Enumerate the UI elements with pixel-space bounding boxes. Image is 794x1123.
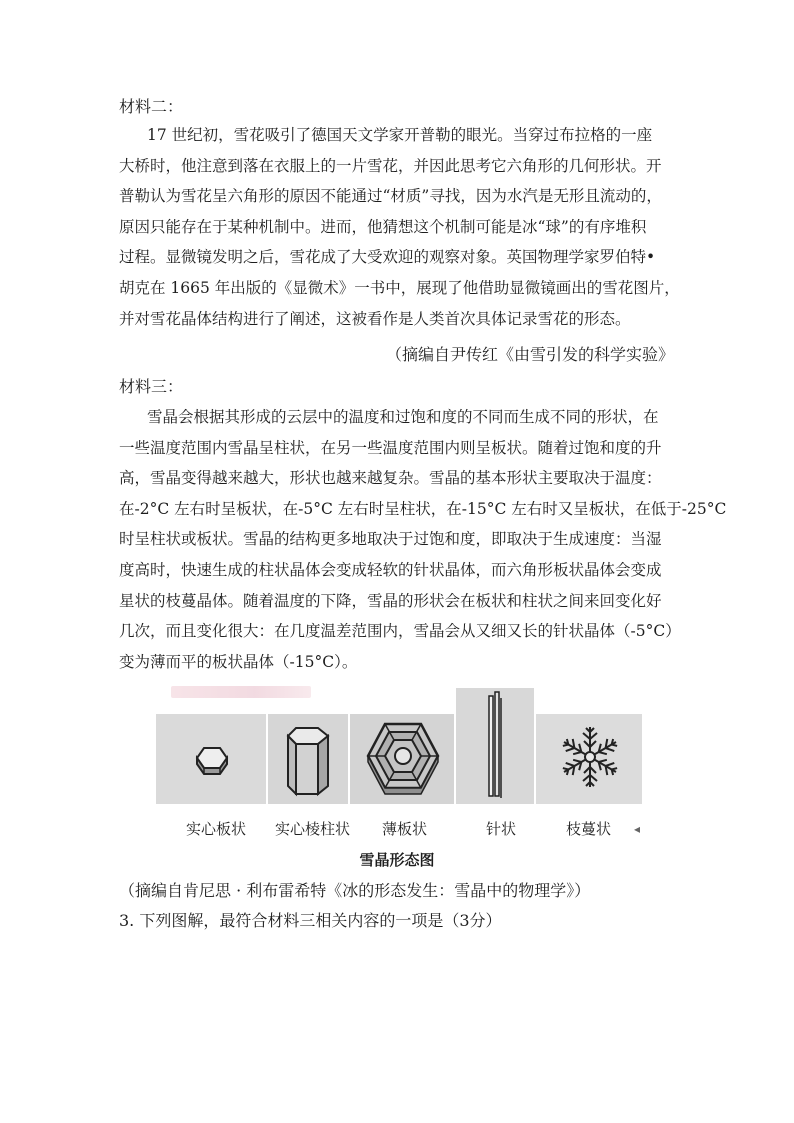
material3-line: 高，雪晶变得越来越大，形状也越来越复杂。雪晶的基本形状主要取决于温度： [119,469,662,488]
solid-plate-crystal-icon [194,744,230,778]
caption-edge-mark: ◂ [634,822,641,836]
dendrite-crystal-icon [558,720,622,794]
material3-line: 一些温度范围内雪晶呈柱状，在另一些温度范围内则呈板状。随着过饱和度的升 [119,438,662,457]
thin-plate-panel [350,714,454,804]
material3-paragraph [119,402,727,677]
material2-source: （摘编自尹传红《由雪引发的科学实验》 [386,345,675,364]
figure-source: （摘编自肯尼思 · 利布雷希特《冰的形态发生：雪晶中的物理学》） [119,881,591,900]
material3-line: 几次，而且变化很大：在几度温差范围内，雪晶会从又细又长的针状晶体（-5°C） [119,622,681,641]
material3-line: 星状的枝蔓晶体。随着温度的下降，雪晶的形状会在板状和柱状之间来回变化好 [119,591,662,610]
material3-line: 变为薄而平的板状晶体（-15°C）。 [119,652,358,671]
caption-thin-plate: 薄板状 [382,820,428,838]
thin-plate-crystal-icon [364,720,442,798]
solid-column-panel [268,714,348,804]
figure-title: 雪晶形态图 [359,851,435,869]
material2-heading: 材料二： [119,97,184,116]
needle-crystal-icon [482,690,508,802]
question-3: 3. 下列图解，最符合材料三相关内容的一项是（3分） [119,911,502,930]
material2-line: 17 世纪初，雪花吸引了德国天文学家开普勒的眼光。当穿过布拉格的一座 [147,126,653,144]
caption-solid-column: 实心棱柱状 [275,820,351,838]
needle-panel [456,688,534,804]
material3-line: 时呈柱状或板状。雪晶的结构更多地取决于过饱和度，即取决于生成速度：当湿 [119,530,662,549]
material3-line: 雪晶会根据其形成的云层中的温度和过饱和度的不同而生成不同的形状，在 [147,408,659,426]
caption-dendrite: 枝蔓状 [566,820,612,838]
material2-line: 并对雪花晶体结构进行了阐述，这被看作是人类首次具体记录雪花的形态。 [119,309,631,328]
material2-line: 原因只能存在于某种机制中。进而，他猜想这个机制可能是冰“球”的有序堆积 [119,217,647,236]
material2-line: 胡克在 1665 年出版的《显微术》一书中，展现了他借助显微镜画出的雪花图片， [119,278,680,297]
material2-paragraph [119,120,679,334]
material3-line: 在-2°C 左右时呈板状，在-5°C 左右时呈柱状，在-15°C 左右时又呈板状，在低于-25°C [119,499,727,518]
material2-line: 过程。显微镜发明之后，雪花成了大受欢迎的观察对象。英国物理学家罗伯特• [119,248,656,267]
solid-plate-panel [156,714,266,804]
material2-line: 普勒认为雪花呈六角形的原因不能通过“材质”寻找，因为水汽是无形且流动的， [119,187,662,206]
solid-column-crystal-icon [284,724,332,800]
snow-crystal-figure [156,688,642,804]
material3-line: 度高时，快速生成的柱状晶体会变成轻软的针状晶体，而六角形板状晶体会变成 [119,560,662,579]
caption-needle: 针状 [486,820,517,838]
dendrite-panel [536,714,642,804]
material2-line: 大桥时，他注意到落在衣服上的一片雪花，并因此思考它六角形的几何形状。开 [119,156,662,175]
material3-heading: 材料三： [119,377,184,396]
caption-solid-plate: 实心板状 [186,820,247,838]
